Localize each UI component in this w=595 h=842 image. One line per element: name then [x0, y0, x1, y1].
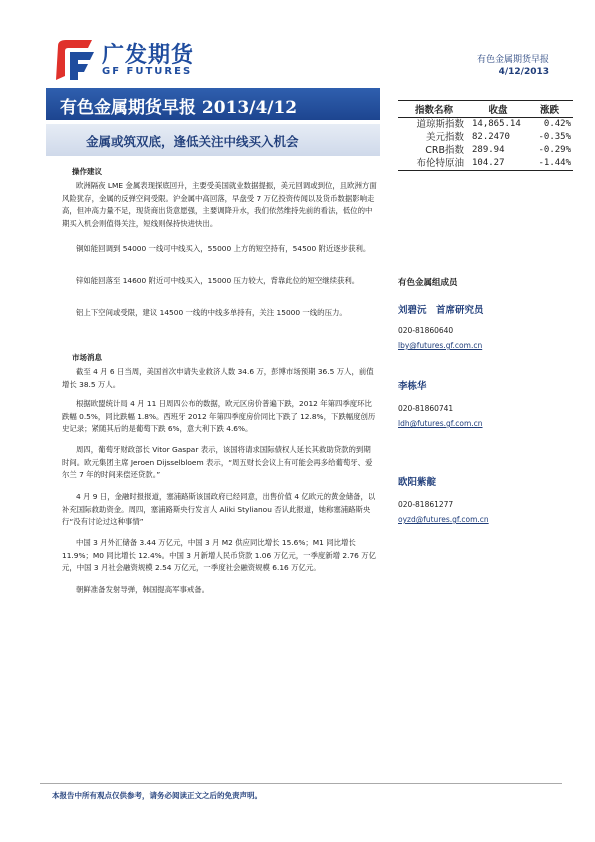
market-index-table — [398, 100, 573, 171]
page-title: 有色金属期货早报 2013/4/12 — [60, 98, 298, 118]
col-header-name: 指数名称 — [398, 101, 470, 118]
index-close: 104.27 — [470, 157, 526, 171]
table-row — [398, 131, 573, 144]
header-report-name: 有色金属期货早报 — [476, 55, 549, 65]
member-phone: 020-81860640 — [398, 326, 454, 335]
member-name: 欧阳紫靛 — [398, 477, 437, 488]
brand-name-cn: 广发期货 — [102, 43, 195, 68]
market-paragraph: 周四，葡萄牙财政部长 Vitor Gaspar 表示，该国将请求国际债权人延长其救助贷款的到期时间。欧元集团主席 Jeroen Dijsselbloem 表示，“周五财长会议上有可能会再多给葡萄牙、爱尔兰 7 年的时间来偿还贷款。” — [62, 445, 373, 479]
gf-logo-icon — [52, 36, 98, 84]
index-close: 14,865.14 — [472, 119, 521, 129]
index-close: 289.94 — [472, 145, 505, 155]
operation-paragraph: 欧洲隔夜 LME 金属表现探底回升，主要受美国就业数据提振，美元回调或到位，且欧洲方面风险犹存，金属的反弹空间受限。沪金属中高回落，早盘受 7 万亿投资传闻以及货币数据影响走高，但冲高力量不足，现货商出货意愿强，主要调降升水，我们依然维持先前的看法，低位的中期买入机会则值得关注，短线则保持快进快出。 — [62, 181, 377, 228]
member-name: 刘碧沅 首席研究员 — [398, 305, 484, 316]
table-header-row — [398, 101, 573, 118]
footer-disclaimer: 本报告中所有观点仅供参考，请务必阅读正文之后的免责声明。 — [52, 791, 262, 800]
index-change: 0.42% — [543, 119, 571, 129]
company-logo — [52, 36, 212, 88]
market-paragraph: 中国 3 月外汇储备 3.44 万亿元，中国 3 月 M2 供应同比增长 15.6%；M1 同比增长 11.9%；M0 同比增长 12.4%。中国 3 月新增人民币贷款 1.06 万亿元，一季度新增 2.76 万亿元，中国 3 月社会融资规模 2.54 万亿元，一季度社会融资规模 6.16 万亿元。 — [62, 538, 376, 572]
market-paragraph: 4 月 9 日，金融时报报道，塞浦路斯该国政府已经同意，出售价值 4 亿欧元的黄金储备，以补充国际救助资金。周四，塞浦路斯央行发言人 Aliki Stylianou 否认此报道，她称塞浦路斯央行“没有讨论过这种事情” — [62, 492, 376, 526]
market-paragraph: 根据欧盟统计局 4 月 11 日周四公布的数据，欧元区房价普遍下跌，2012 年第四季度环比跌幅 0.5%，同比跌幅 1.8%。西班牙 2012 年第四季度房价同比下跌了 12.8%，下跌幅度创历史记录；紧随其后的是葡萄下跌 6%，意大利下跌 4.6%。 — [62, 399, 376, 433]
table-row — [398, 118, 573, 132]
col-header-close: 收盘 — [470, 101, 526, 118]
table-row — [398, 144, 573, 157]
operation-paragraph: 铝上下空间或受限，建议 14500 一线的中线多单持有，关注 15000 一线的压力。 — [76, 308, 347, 317]
col-header-change: 涨跌 — [526, 101, 573, 118]
index-close: 82.2470 — [472, 132, 510, 142]
market-heading: 市场消息 — [72, 353, 102, 362]
index-name: 道琼斯指数 — [416, 119, 464, 130]
operation-paragraph: 锌如能回落至 14600 附近可中线买入，15000 压力较大，背靠此位的短空继续获利。 — [76, 276, 360, 285]
index-name: CRB指数 — [425, 145, 464, 156]
index-change: -1.44% — [526, 157, 573, 171]
brand-name-en: GF FUTURES — [102, 66, 193, 77]
title-banner — [46, 88, 380, 120]
operation-paragraph: 铜如能回调到 54000 一线可中线买入，55000 上方的短空持有，54500 附近逐步获利。 — [76, 244, 371, 253]
market-paragraph: 截至 4 月 6 日当周，美国首次申请失业救济人数 34.6 万，彭博市场预期 36.5 万人，前值增长 38.5 万人。 — [62, 367, 374, 389]
index-name: 布伦特原油 — [398, 157, 470, 171]
member-phone: 020-81861277 — [398, 500, 454, 509]
member-phone: 020-81860741 — [398, 404, 454, 413]
member-name: 李栋华 — [398, 381, 427, 392]
market-paragraph: 朝鲜准备发射导弹，韩国提高军事戒备。 — [76, 585, 210, 594]
table-row — [398, 157, 573, 171]
index-change: -0.29% — [538, 145, 571, 155]
footer-divider — [40, 783, 562, 784]
index-change: -0.35% — [538, 132, 571, 142]
member-email-link[interactable]: lby@futures.gf.com.cn — [398, 341, 483, 350]
member-email-link[interactable]: ldh@futures.gf.com.cn — [398, 419, 483, 428]
index-name: 美元指数 — [425, 132, 464, 143]
page-subtitle: 金属或筑双底，逢低关注中线买入机会 — [86, 134, 299, 149]
member-email-link[interactable]: oyzd@futures.gf.com.cn — [398, 515, 489, 524]
header-date: 4/12/2013 — [498, 67, 549, 77]
operation-heading: 操作建议 — [72, 167, 102, 176]
subtitle-banner — [46, 124, 380, 156]
team-heading: 有色金属组成员 — [398, 278, 458, 288]
